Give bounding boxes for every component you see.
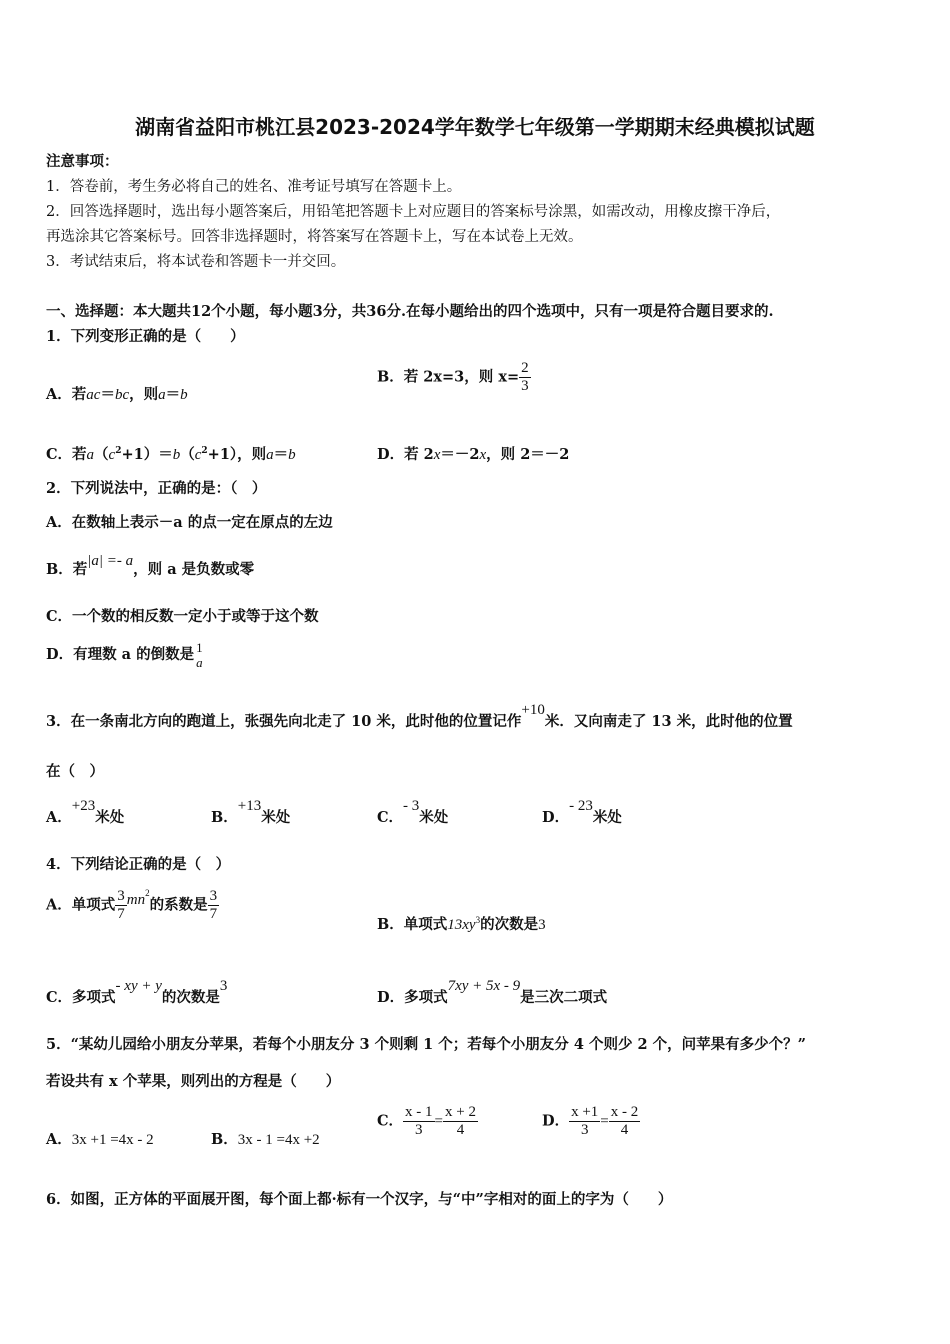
denominator: a bbox=[196, 655, 203, 670]
denominator: 4 bbox=[456, 1122, 465, 1138]
math: ＝ bbox=[100, 386, 115, 403]
math: - xy + y bbox=[115, 978, 162, 994]
question-3-stem-cont: 在（ ） bbox=[46, 763, 104, 780]
math: 13xy bbox=[447, 917, 476, 933]
page-title: 湖南省益阳市桃江县2023-2024学年数学七年级第一学期期末经典模拟试题 bbox=[135, 115, 815, 139]
q1-option-a bbox=[46, 383, 188, 404]
text: ，则 2＝－2 bbox=[486, 446, 570, 463]
q1-option-b bbox=[377, 360, 531, 395]
math: +1）＝ bbox=[121, 446, 173, 463]
q4-option-b bbox=[377, 913, 546, 934]
numerator: x +1 bbox=[571, 1104, 599, 1120]
notice-item: 再选涂其它答案标号。回答非选择题时，将答案写在答题卡上，写在本试卷上无效。 bbox=[46, 229, 583, 245]
math: c bbox=[108, 447, 116, 463]
math: +1），则 bbox=[207, 446, 267, 463]
exponent: 2 bbox=[115, 446, 122, 457]
option-label: A． bbox=[46, 1131, 72, 1148]
text: 米．又向南走了 13 米，此时他的位置 bbox=[544, 713, 793, 730]
option-label: B．若 2x=3，则 x= bbox=[377, 368, 520, 386]
fraction bbox=[519, 360, 531, 395]
question-2-stem: 2．下列说法中，正确的是：（ ） bbox=[46, 480, 267, 497]
math: ＝ bbox=[165, 386, 181, 403]
text: 是三次二项式 bbox=[520, 989, 608, 1006]
text: 米处 bbox=[592, 809, 622, 826]
option-label: C． bbox=[377, 1112, 404, 1130]
math: 3 bbox=[538, 917, 546, 933]
math: mn bbox=[126, 891, 146, 908]
question-5-stem-cont: 若设共有 x 个苹果，则列出的方程是（ ） bbox=[46, 1073, 341, 1090]
notice-item: 1．答卷前，考生务必将自己的姓名、准考证号填写在答题卡上。 bbox=[46, 179, 462, 195]
numerator: x - 1 bbox=[405, 1104, 433, 1120]
math: = bbox=[434, 1113, 444, 1130]
denominator: 4 bbox=[620, 1122, 629, 1138]
math: c bbox=[194, 447, 202, 463]
q5-option-d bbox=[542, 1104, 640, 1139]
math: - 3 bbox=[403, 798, 420, 814]
option-label: C． bbox=[377, 809, 404, 826]
text: 3．在一条南北方向的跑道上，张强先向北走了 10 米，此时他的位置记作 bbox=[46, 713, 522, 730]
denominator: 3 bbox=[580, 1122, 589, 1138]
math: （ bbox=[94, 446, 109, 463]
option-label: C．多项式 bbox=[46, 989, 116, 1006]
text: ，则 a 是负数或零 bbox=[133, 561, 255, 578]
option-label: D． bbox=[542, 809, 570, 826]
numerator: 1 bbox=[196, 640, 203, 655]
text: ，则 bbox=[129, 386, 159, 403]
q2-option-c: C．一个数的相反数一定小于或等于这个数 bbox=[46, 608, 319, 625]
math: +10 bbox=[521, 702, 545, 718]
q5-option-a bbox=[46, 1128, 154, 1149]
fraction bbox=[443, 1104, 478, 1139]
q2-option-d bbox=[46, 640, 205, 670]
text: 米处 bbox=[95, 809, 125, 826]
math: 3x - 1 =4x +2 bbox=[237, 1132, 320, 1148]
q5-option-b bbox=[211, 1128, 320, 1149]
math: bc bbox=[114, 387, 130, 403]
math: - 23 bbox=[569, 798, 593, 814]
math: +23 bbox=[71, 798, 96, 814]
math: b bbox=[172, 447, 181, 463]
math: （ bbox=[180, 446, 195, 463]
option-label: C．若 bbox=[46, 446, 87, 463]
math: ac bbox=[86, 387, 101, 403]
fraction bbox=[115, 888, 127, 923]
math: 7xy + 5x - 9 bbox=[447, 978, 521, 994]
option-label: D．若 2 bbox=[377, 446, 434, 463]
math: a bbox=[158, 387, 166, 403]
section-heading: 一、选择题：本大题共12个小题，每小题3分，共36分.在每小题给出的四个选项中，只有一项是符合题目要求的. bbox=[46, 303, 774, 320]
math: x bbox=[433, 447, 441, 463]
q3-option-a bbox=[46, 798, 125, 827]
q3-option-b bbox=[211, 798, 291, 827]
q4-option-c bbox=[46, 978, 228, 1007]
math: = bbox=[600, 1113, 609, 1130]
numerator: 3 bbox=[209, 888, 218, 904]
math: ＝ bbox=[273, 446, 289, 463]
text: 米处 bbox=[261, 809, 291, 826]
math: 3x +1 =4x - 2 bbox=[71, 1132, 154, 1148]
numerator: x + 2 bbox=[445, 1104, 476, 1120]
exponent: 2 bbox=[145, 887, 150, 898]
denominator: 7 bbox=[209, 906, 218, 922]
math: |a| =- a bbox=[87, 553, 134, 569]
numerator: 2 bbox=[521, 360, 529, 376]
q2-option-b bbox=[46, 553, 255, 579]
q5-option-c bbox=[377, 1104, 478, 1139]
denominator: 3 bbox=[415, 1122, 423, 1138]
question-5-stem: 5．“某幼儿园给小朋友分苹果，若每个小朋友分 3 个则剩 1 个；若每个小朋友分 4 个则少 2 个，问苹果有多少个？” bbox=[46, 1036, 807, 1053]
math: a bbox=[86, 447, 95, 463]
exponent: 3 bbox=[475, 915, 481, 926]
question-4-stem: 4．下列结论正确的是（ ） bbox=[46, 856, 231, 873]
option-label: B． bbox=[211, 1131, 238, 1148]
q3-option-d bbox=[542, 798, 622, 827]
notice-item: 2．回答选择题时，选出每小题答案后，用铅笔把答题卡上对应题目的答案标号涂黑，如需改动，用橡皮擦干净后， bbox=[46, 204, 781, 220]
option-label: A．单项式 bbox=[46, 896, 116, 914]
option-label: A．若 bbox=[46, 386, 87, 403]
numerator: 3 bbox=[117, 888, 125, 904]
math: 3 bbox=[219, 978, 228, 994]
math: a bbox=[266, 447, 274, 463]
text: 的次数是 bbox=[480, 916, 539, 933]
math: b bbox=[180, 387, 188, 403]
q4-option-d bbox=[377, 978, 608, 1007]
option-label: B．若 bbox=[46, 561, 88, 578]
option-label: D．有理数 a 的倒数是 bbox=[46, 646, 195, 663]
q2-option-a: A．在数轴上表示－a 的点一定在原点的左边 bbox=[46, 514, 333, 531]
notice-item: 3．考试结束后，将本试卷和答题卡一并交回。 bbox=[46, 254, 346, 270]
denominator: 7 bbox=[117, 906, 125, 922]
text: 的系数是 bbox=[149, 896, 208, 914]
fraction bbox=[609, 1104, 641, 1139]
fraction bbox=[403, 1104, 435, 1139]
math: ＝－2 bbox=[440, 446, 480, 463]
denominator: 3 bbox=[521, 378, 529, 394]
option-label: B．单项式 bbox=[377, 916, 448, 933]
q1-option-d bbox=[377, 443, 569, 464]
option-label: D． bbox=[542, 1112, 570, 1130]
option-label: D．多项式 bbox=[377, 989, 448, 1006]
numerator: x - 2 bbox=[610, 1104, 639, 1120]
text: 米处 bbox=[419, 809, 449, 826]
notice-heading: 注意事项： bbox=[46, 153, 119, 170]
q1-option-c bbox=[46, 443, 296, 464]
fraction bbox=[208, 888, 220, 923]
fraction bbox=[194, 640, 205, 670]
text: 的次数是 bbox=[161, 989, 220, 1006]
exponent: 2 bbox=[201, 446, 208, 457]
fraction bbox=[569, 1104, 600, 1139]
question-1-stem: 1．下列变形正确的是（ ） bbox=[46, 328, 245, 345]
q3-option-c bbox=[377, 798, 449, 827]
option-label: A． bbox=[46, 809, 72, 826]
question-6-stem: 6．如图，正方体的平面展开图，每个面上都·标有一个汉字，与“中”字相对的面上的字为（ ） bbox=[46, 1191, 673, 1208]
q4-option-a bbox=[46, 888, 219, 923]
math: x bbox=[479, 447, 487, 463]
option-label: B． bbox=[211, 809, 238, 826]
math: b bbox=[288, 447, 296, 463]
question-3-stem bbox=[46, 702, 793, 731]
math: +13 bbox=[237, 798, 262, 814]
